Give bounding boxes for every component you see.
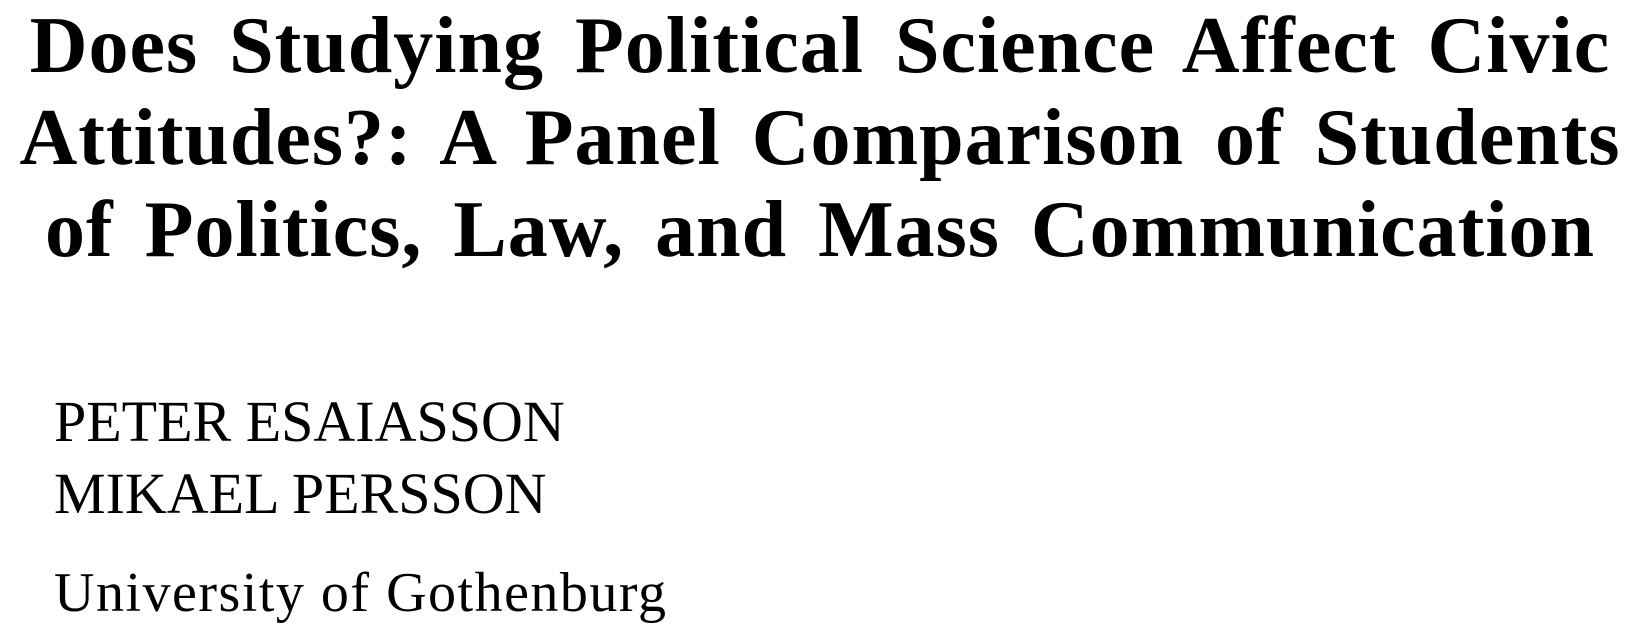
title-line-3: of Politics, Law, and Mass Communication — [44, 186, 1596, 274]
title-line-2: Attitudes?: A Panel Comparison of Students — [19, 94, 1621, 182]
title-line-1: Does Studying Political Science Affect Civic — [29, 2, 1611, 90]
author-name: MIKAEL PERSSON — [54, 461, 547, 526]
paper-title — [0, 0, 1640, 276]
author-name: PETER ESAIASSON — [54, 389, 565, 454]
author-list — [54, 386, 565, 530]
author-affiliation: University of Gothenburg — [54, 562, 668, 624]
